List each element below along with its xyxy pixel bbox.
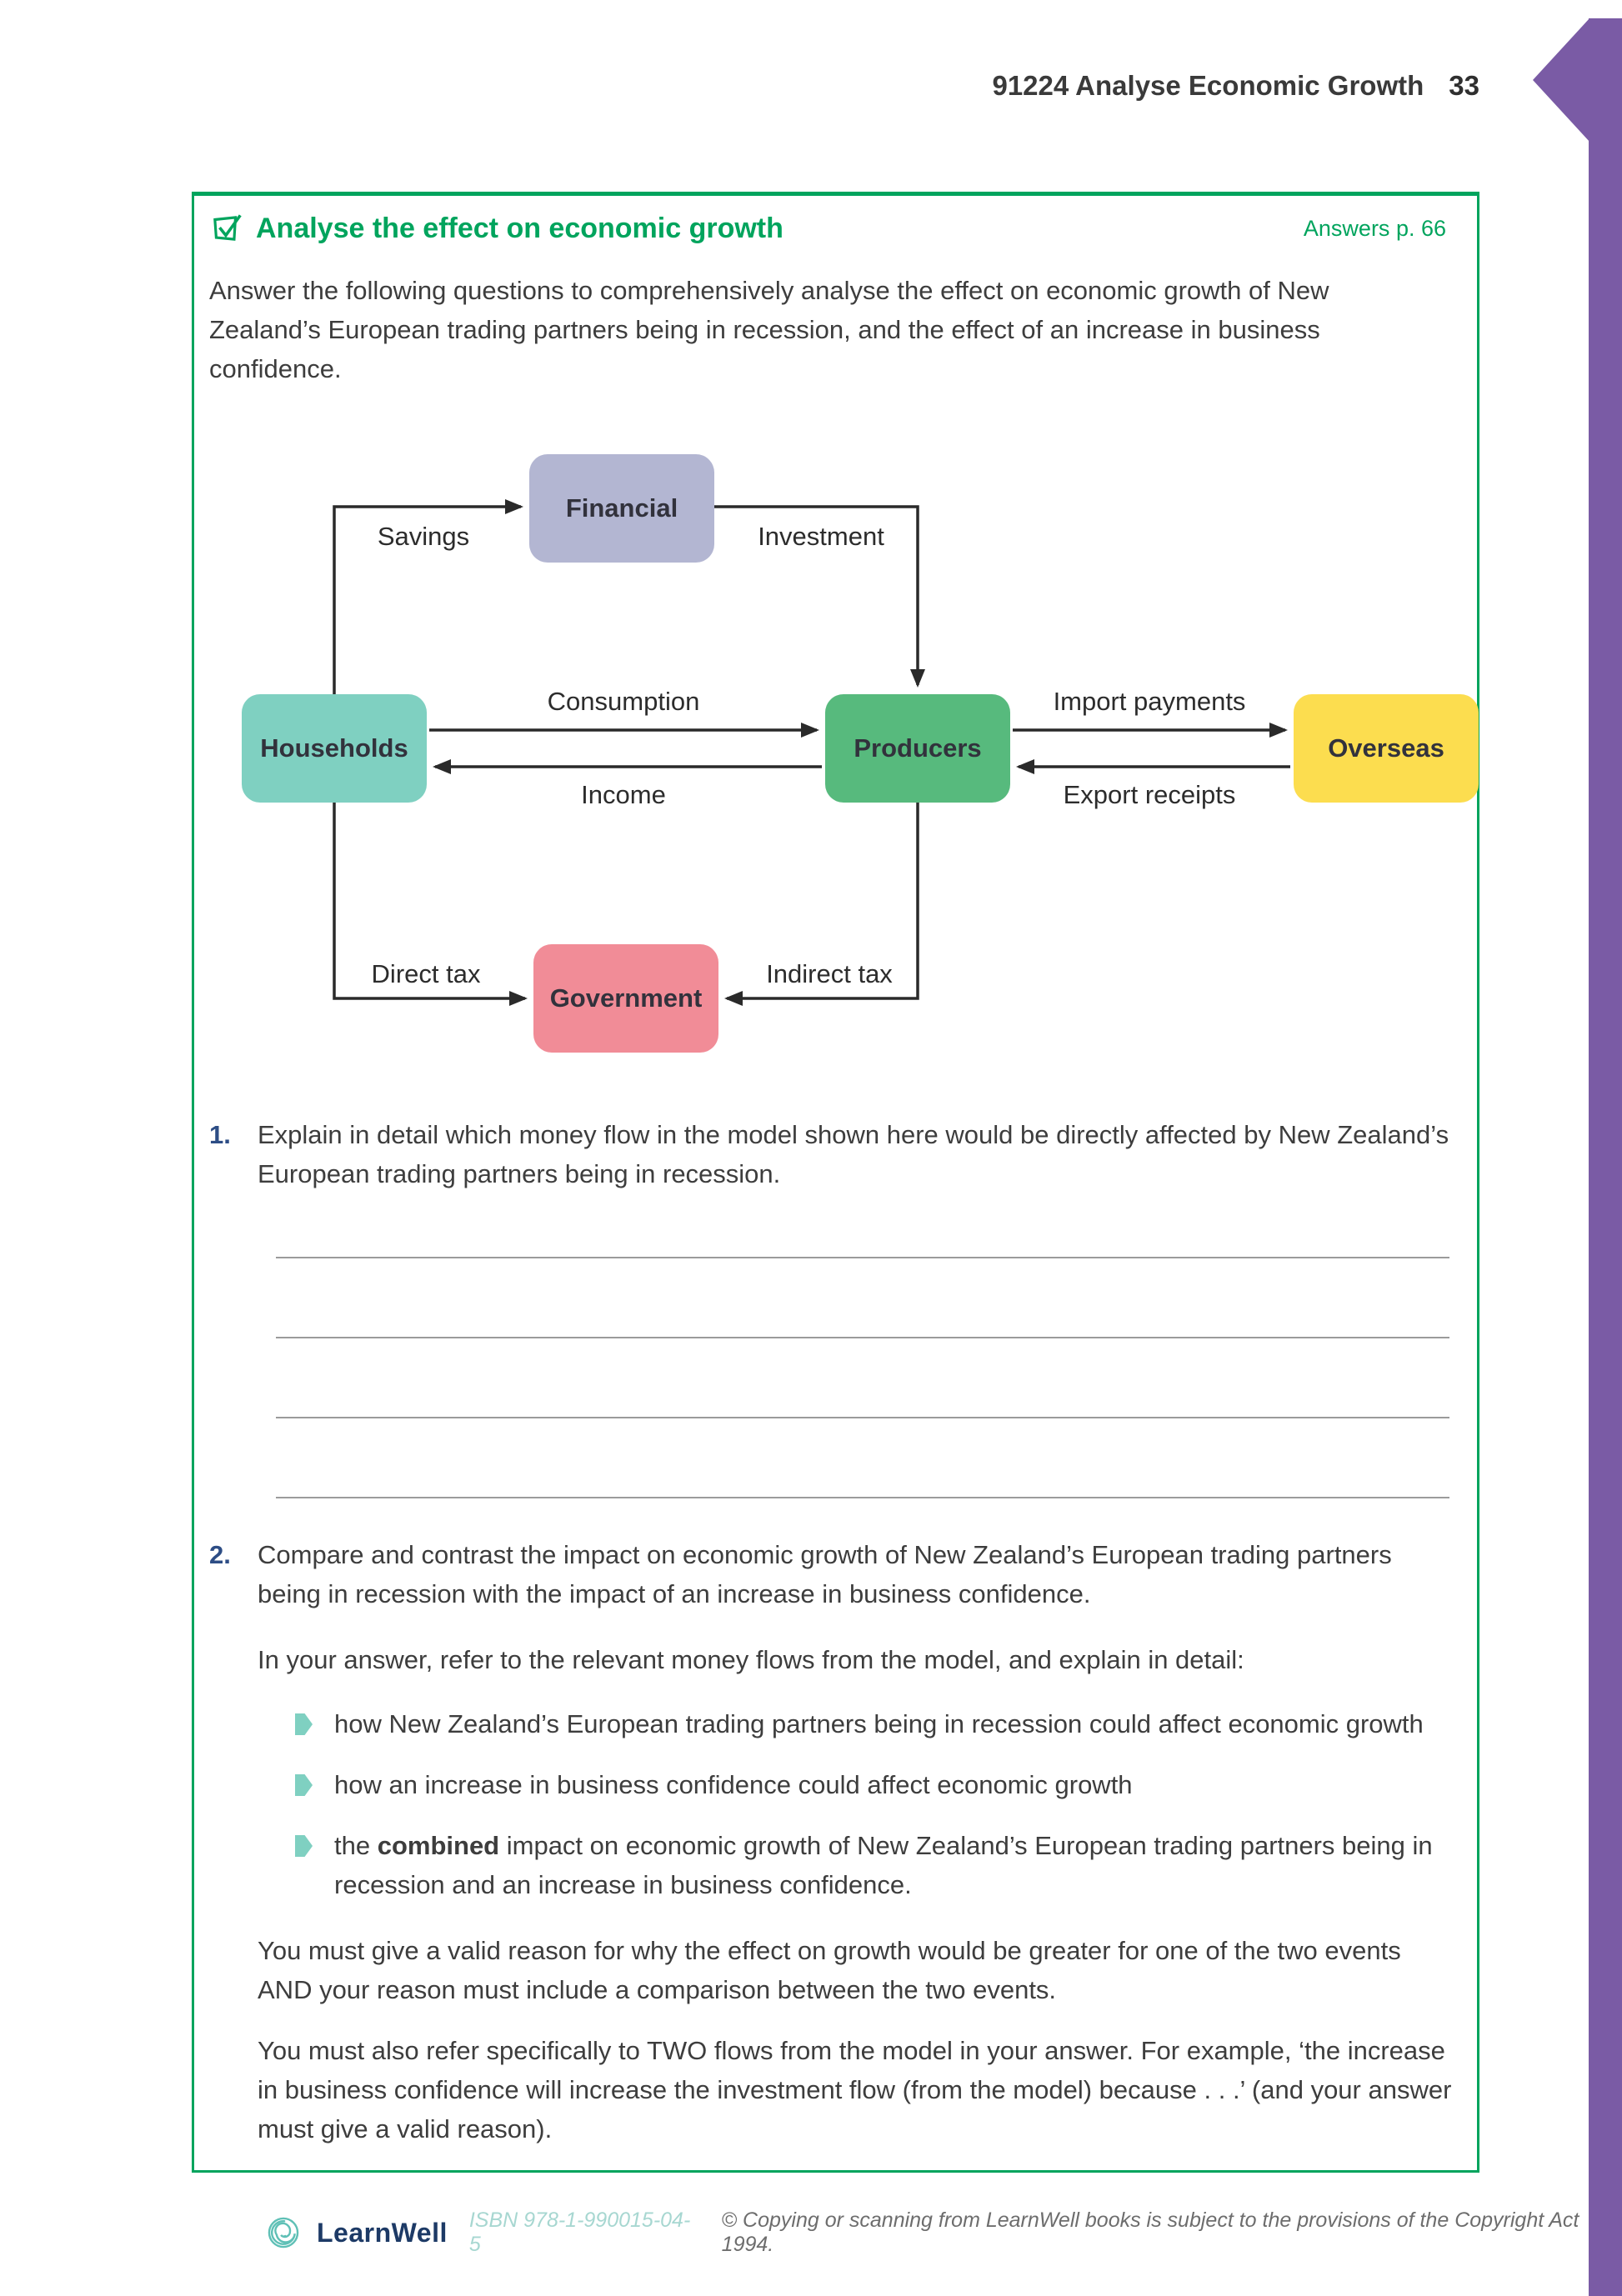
answer-line[interactable] bbox=[276, 1338, 1449, 1418]
node-government: Government bbox=[533, 944, 718, 1053]
chapter-title: 91224 Analyse Economic Growth bbox=[992, 70, 1424, 101]
page-footer bbox=[265, 2208, 1622, 2257]
question-2-bullet-list bbox=[295, 1704, 1454, 1904]
flow-label-import-payments: Import payments bbox=[1053, 687, 1246, 716]
answers-reference: Answers p. 66 bbox=[1303, 215, 1446, 241]
copyright-text: © Copying or scanning from LearnWell books is subject to the provisions of the Copyright Act 1994. bbox=[721, 2208, 1579, 2256]
node-producers: Producers bbox=[825, 694, 1010, 803]
node-financial: Financial bbox=[529, 454, 714, 563]
question-1-number: 1. bbox=[209, 1120, 231, 1149]
activity-intro: Answer the following questions to comprehensively analyse the effect on economic growth of New Zealand’s European trading partners being in recession, and the effect of an increase in business confidence. bbox=[209, 276, 1329, 383]
answer-line[interactable] bbox=[276, 1193, 1449, 1258]
activity-title-row bbox=[209, 211, 1454, 246]
bullet-arrow-icon bbox=[295, 1774, 313, 1796]
question-2-number: 2. bbox=[209, 1540, 231, 1569]
question-1-text: Explain in detail which money flow in the model shown here would be directly affected by New Zealand’s European trading partners being in recession. bbox=[258, 1120, 1449, 1188]
flow-label-investment: Investment bbox=[758, 522, 884, 551]
isbn-text: ISBN 978-1-990015-04-5 bbox=[468, 2208, 691, 2256]
question-1-answer-area bbox=[276, 1193, 1449, 1498]
activity-box bbox=[192, 192, 1479, 2173]
bullet-item bbox=[295, 1704, 1454, 1743]
node-overseas: Overseas bbox=[1294, 694, 1479, 803]
flow-label-direct-tax: Direct tax bbox=[371, 959, 481, 988]
bullet-arrow-icon bbox=[295, 1713, 313, 1735]
activity-title: Analyse the effect on economic growth bbox=[256, 212, 783, 244]
question-2-note-1: You must give a valid reason for why the effect on growth would be greater for one of the two events AND your reason must include a comparison between the two events. bbox=[258, 1936, 1401, 2004]
flow-label-consumption: Consumption bbox=[547, 687, 700, 716]
page-edge-ribbon bbox=[1589, 18, 1622, 2296]
bullet-text-rest: impact on economic growth of New Zealand’s European trading partners being in recession and an increase in business confidence. bbox=[334, 1831, 1433, 1899]
flow-label-indirect-tax: Indirect tax bbox=[766, 959, 893, 988]
page-header bbox=[992, 70, 1479, 102]
bullet-item bbox=[295, 1765, 1454, 1804]
node-households: Households bbox=[242, 694, 427, 803]
question-2 bbox=[209, 1535, 1451, 1613]
flow-label-export-receipts: Export receipts bbox=[1063, 780, 1236, 809]
flow-label-income: Income bbox=[581, 780, 666, 809]
bullet-arrow-icon bbox=[295, 1835, 313, 1857]
circular-flow-diagram bbox=[194, 440, 1477, 1057]
page-number: 33 bbox=[1449, 70, 1479, 101]
question-2-lead-in: In your answer, refer to the relevant money flows from the model, and explain in detail: bbox=[258, 1645, 1244, 1674]
bullet-text bbox=[334, 1826, 1454, 1904]
brand-name: LearnWell bbox=[317, 2217, 448, 2248]
question-2-note-2: You must also refer specifically to TWO flows from the model in your answer. For example, ‘the increase in business confidence will increase the investment flow (from the model) because . . .’ (and your answer must give a valid reason). bbox=[258, 2036, 1452, 2143]
learnwell-spiral-logo-icon bbox=[265, 2214, 302, 2251]
bullet-text-lead: the bbox=[334, 1831, 378, 1860]
bullet-item bbox=[295, 1826, 1454, 1904]
flow-label-savings: Savings bbox=[377, 522, 470, 551]
bullet-text: how an increase in business confidence could affect economic growth bbox=[334, 1770, 1133, 1799]
checkbox-check-icon bbox=[209, 211, 244, 246]
question-2-text: Compare and contrast the impact on economic growth of New Zealand’s European trading partners being in recession with the impact of an increase in business confidence. bbox=[258, 1540, 1392, 1608]
question-1 bbox=[209, 1115, 1451, 1193]
answer-line[interactable] bbox=[276, 1418, 1449, 1498]
page-edge-ribbon-arrow bbox=[1533, 18, 1589, 142]
bullet-text: how New Zealand’s European trading partners being in recession could affect economic growth bbox=[334, 1709, 1424, 1738]
bullet-text-bold: combined bbox=[377, 1831, 500, 1860]
answer-line[interactable] bbox=[276, 1258, 1449, 1338]
